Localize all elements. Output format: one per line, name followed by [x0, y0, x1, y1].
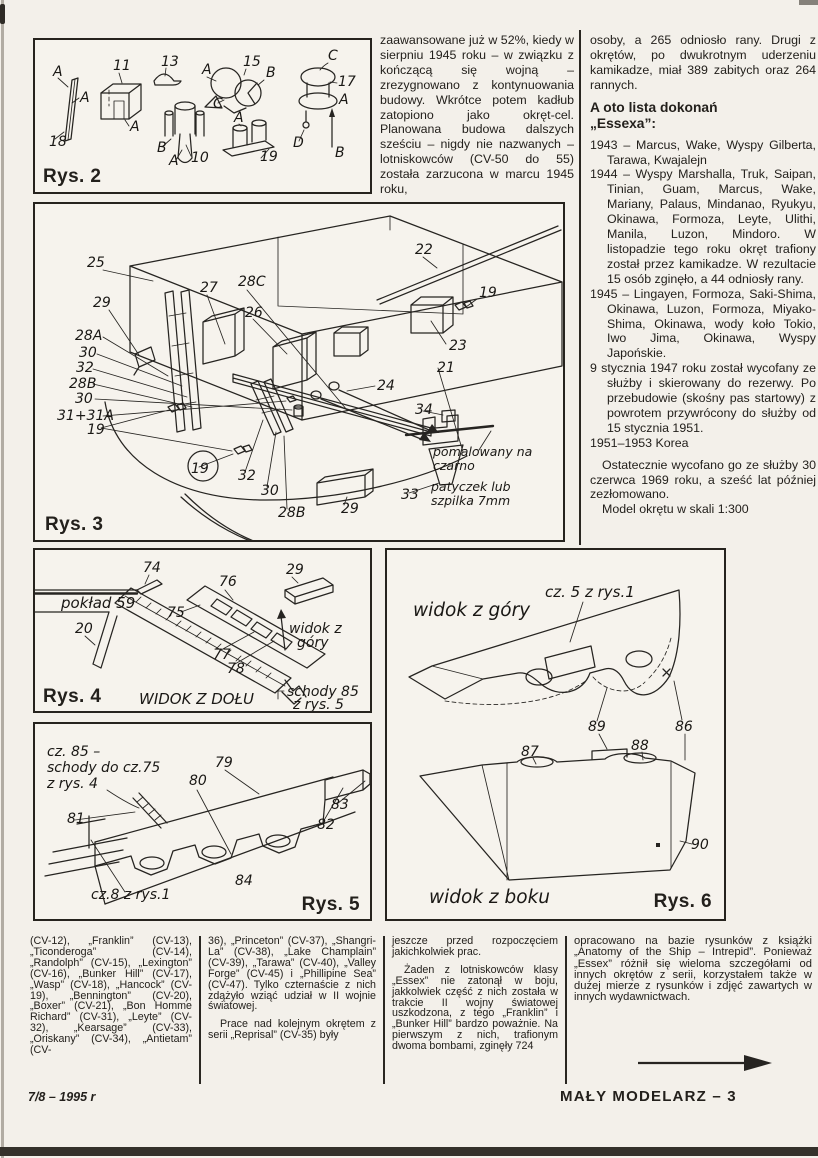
- figure-label: cz. 85 –: [47, 744, 101, 760]
- figure-label: 76: [219, 574, 237, 590]
- figure-label: 22: [415, 242, 433, 258]
- figure-label: 21: [437, 360, 455, 376]
- list-item: 1951–1953 Korea: [590, 435, 689, 450]
- figure-label: 26: [245, 305, 263, 321]
- figure-rys3-drawing: [35, 204, 563, 540]
- paragraph: Model okrętu w skali 1:300: [602, 502, 749, 517]
- figure-label: 28B: [278, 505, 306, 521]
- figure-label: szpilka 7mm: [431, 493, 511, 508]
- figure-caption: Rys. 2: [43, 166, 102, 187]
- figure-label: 28C: [238, 274, 266, 290]
- figure-label: 81: [67, 811, 85, 827]
- figure-rys2: [33, 38, 372, 194]
- paragraph: Ostatecznie wycofano go ze służby 30 czerwca 1969 roku, a sześć lat później zezłomowano.: [590, 457, 816, 502]
- figure-label: 89: [588, 719, 606, 735]
- figure-label: A: [234, 110, 244, 126]
- figure-label: 80: [189, 773, 207, 789]
- figure-rys3: [33, 202, 565, 542]
- figure-label: A: [202, 62, 212, 78]
- figure-label: 18: [49, 134, 67, 150]
- figure-label: 20: [75, 621, 93, 637]
- figure-label: widok z boku: [429, 887, 551, 908]
- figure-label: 84: [235, 873, 253, 889]
- paragraph: (CV-12), „Franklin” (CV-13), „Ticonderoga” (CV-14), „Randolph” (CV-15), „Lexington” (CV-16), „Bunker Hill” (CV-17), „Wasp” (CV-18), „Hancock” (CV-19), „Bennington” (CV-20), „Boxer” (CV-21), „Bon Homme Richard” (CV-31), „Leyte” (CV-32), „Kearsage” (CV-33), „Oriskany” (CV-34), „Antietam” (CV-: [30, 935, 192, 1057]
- figure-label: 30: [79, 345, 97, 361]
- paragraph: osoby, a 265 odniosło rany. Drugi z okrętów, po dwukrotnym uderzeniu kamikadze, miał 389 zabitych oraz 264 rannych.: [590, 33, 816, 92]
- figure-label: 78: [227, 661, 245, 677]
- figure-label: patyczek lub: [431, 479, 511, 494]
- paragraph: zaawansowane już w 52%, kiedy w sierpniu 1945 roku – w związku z kończącą się wojną – zrezygnowano z kontynuowania budowy. Wkrótce potem kadłub zatopiono jako okręt-cel. Planowana budowa dalszych sześciu – nigdy nie nazwanych – lotniskowców (CV-50 do 55) została zarzucona w marcu 1945 roku,: [380, 33, 574, 197]
- figure-label: pokład 59: [61, 594, 136, 612]
- figure-label: 90: [691, 837, 709, 853]
- figure-label: A: [169, 153, 179, 169]
- column-divider: [565, 936, 567, 1084]
- figure-label: 17: [338, 74, 356, 90]
- column-top-middle: [380, 33, 574, 197]
- figure-label: 19: [260, 149, 278, 165]
- figure-label: 82: [317, 817, 335, 833]
- scan-blob-top-left: [0, 4, 5, 24]
- column-divider: [579, 30, 581, 545]
- figure-label: WIDOK Z DOŁU: [139, 690, 255, 708]
- scan-bottom-bar: [0, 1147, 818, 1156]
- figure-label: 30: [75, 391, 93, 407]
- paragraph: Prace nad kolejnym okrętem z serii „Reprisal” (CV-35) były: [208, 1018, 376, 1042]
- figure-label: 11: [113, 58, 131, 74]
- footer-title-page: MAŁY MODELARZ – 3: [560, 1088, 737, 1105]
- figure-label: 30: [261, 483, 279, 499]
- figure-label: A: [80, 90, 90, 106]
- figure-rys5-drawing: [35, 724, 370, 919]
- column-bottom-4: [574, 936, 812, 1004]
- figure-label: czarno: [433, 458, 475, 473]
- column-divider: [383, 936, 385, 1084]
- figure-label: 83: [331, 797, 349, 813]
- figure-label: 27: [200, 280, 218, 296]
- figure-label: cz. 5 z rys.1: [545, 583, 635, 601]
- paragraph: jeszcze przed rozpoczęciem jakichkolwiek prac.: [392, 935, 558, 958]
- figure-label: 23: [449, 338, 467, 354]
- column-bottom-1: [30, 936, 192, 1056]
- figure-label: A: [339, 92, 349, 108]
- figure-caption: Rys. 3: [45, 514, 104, 535]
- figure-labels: [60, 560, 359, 711]
- figure-label: 29: [341, 501, 359, 517]
- figure-label: B: [335, 145, 345, 161]
- continuation-arrow-icon: [636, 1052, 776, 1074]
- figure-label: A: [53, 64, 63, 80]
- figure-label: 15: [243, 54, 261, 70]
- figure-label: B: [266, 65, 276, 81]
- figure-label: cz.8 z rys.1: [91, 887, 171, 903]
- figure-label: widok z: [289, 621, 342, 637]
- figure-label: z rys. 5: [293, 697, 344, 711]
- figure-label: schody do cz.75: [47, 760, 161, 776]
- figure-label: 13: [161, 54, 179, 70]
- figure-rys6-drawing: [387, 550, 724, 919]
- list-item: 9 stycznia 1947 roku został wycofany ze służby i skierowany do rezerwy. Po przebudowie (skośny pas startowy) z powrotem przywrócony do służby od 15 stycznia 1951.: [590, 361, 816, 435]
- figure-label: 19: [87, 422, 105, 438]
- figure-label: pomalowany na: [433, 444, 533, 459]
- paragraph: opracowano na bazie rysunków z książki „Anatomy of the Ship – Intrepid”. Ponieważ „Essex” różnił się wieloma szczegółami od innych okrętów z serii, korzystałem także w dużej mierze z rysunków i zdjęć zawartych w innych wydawnictwach.: [574, 935, 812, 1004]
- figure-label: 87: [521, 744, 539, 760]
- figure-label: schody 85: [287, 684, 359, 700]
- scan-blob-top-right: [799, 0, 818, 5]
- figure-label: 32: [238, 468, 256, 484]
- section-heading: A oto lista dokonań „Essexa”:: [590, 99, 718, 132]
- figure-label: 77: [213, 647, 231, 663]
- figure-label: 28A: [75, 328, 103, 344]
- list-item: 1945 – Lingayen, Formoza, Saki-Shima, Okinawa, Luzon, Formoza, Miyako-Shima, Okinawa, wody koło Tokio, Iwo Jima, Okinawa, Wyspy Japońskie.: [590, 286, 816, 361]
- figure-rys6: [385, 548, 726, 921]
- figure-rys4: [33, 548, 372, 713]
- footer-issue: 7/8 – 1995 r: [28, 1090, 96, 1104]
- figure-label: 24: [377, 378, 395, 394]
- figure-label: 34: [415, 402, 433, 418]
- list-item: 1943 – Marcus, Wake, Wyspy Gilberta, Tarawa, Kwajalejn: [590, 137, 816, 167]
- figure-label: 29: [286, 562, 304, 578]
- figure-label: 28B: [69, 376, 97, 392]
- scan-edge-artifact: [1, 0, 4, 1158]
- figure-caption: Rys. 4: [43, 686, 102, 707]
- figure-label: 79: [215, 755, 233, 771]
- figure-label: 33: [401, 487, 419, 503]
- figure-label: 19: [191, 461, 209, 477]
- figure-label: D: [293, 135, 304, 151]
- figure-label: z rys. 4: [47, 776, 98, 792]
- figure-label: 10: [191, 150, 209, 166]
- figure-drawing: [409, 590, 695, 880]
- figure-label: 29: [93, 295, 111, 311]
- figure-labels: [57, 242, 532, 521]
- figure-labels: [413, 583, 709, 908]
- figure-label: 74: [143, 560, 161, 576]
- figure-caption: Rys. 5: [301, 894, 360, 915]
- figure-rys5: [33, 722, 372, 921]
- paragraph: Żaden z lotniskowców klasy „Essex” nie zatonął w boju, jakkolwiek część z nich została w trakcie II wojny światowej uszkodzona, z tego „Franklin” i „Bunker Hill” bardzo poważnie. Na pierwszym z nich, trafionym dwoma bombami, zginęły 724: [392, 963, 558, 1053]
- figure-caption: Rys. 6: [653, 891, 712, 912]
- figure-label: C: [328, 48, 338, 64]
- figure-label: 32: [76, 360, 94, 376]
- figure-label: C: [213, 96, 223, 112]
- column-bottom-2: [208, 936, 376, 1041]
- figure-label: 25: [87, 255, 105, 271]
- figure-label: 31+31A: [57, 408, 114, 424]
- figure-label: B: [157, 140, 167, 156]
- figure-label: 19: [479, 285, 497, 301]
- figure-label: góry: [297, 635, 329, 651]
- paragraph: 36), „Princeton” (CV-37), „Shangri-La” (CV-38), „Lake Champlain” (CV-39), „Tarawa” (CV-40), „Valley Forge” (CV-45) i „Phillipine Sea” (CV-47). Tylko czternaście z nich zdążyło wziąć udział w II wojnie światowej.: [208, 935, 376, 1013]
- figure-label: 88: [631, 738, 649, 754]
- column-bottom-3: [392, 936, 558, 1052]
- list-item: 1944 – Wyspy Marshalla, Truk, Saipan, Tinian, Guam, Marcus, Wake, Mariany, Palaus, Mindanao, Ryukyu, Okinawa, Formoza, Leyte, Ulithi, Manila, Luzon, Mindoro. W listopadzie tego roku okręt trafiony został przez kamikadze. W rezultacie 15 osób zginęło, a 44 odniosły rany.: [590, 167, 816, 286]
- figure-label: 86: [675, 719, 693, 735]
- figure-label: 75: [167, 605, 185, 621]
- column-divider: [199, 936, 201, 1084]
- column-top-right: [590, 33, 816, 517]
- figure-labels: [46, 744, 349, 903]
- figure-label: A: [130, 119, 140, 135]
- figure-label: widok z góry: [413, 600, 531, 621]
